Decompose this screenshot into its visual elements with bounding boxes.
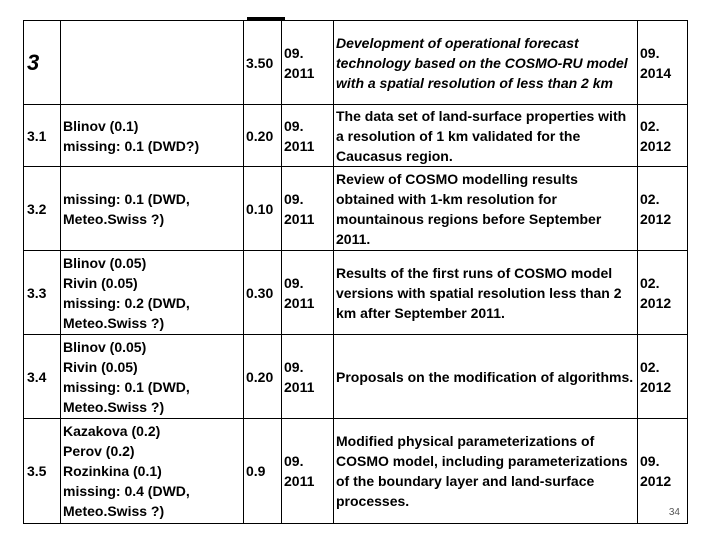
amount-cell: 0.10 bbox=[244, 167, 282, 251]
task-description: Development of operational forecast technology based on the COSMO-RU model with a spatial resolution of less than 2 km bbox=[334, 21, 638, 105]
start-date-cell: 09. 2011 bbox=[282, 167, 334, 251]
amount-cell: 3.50 bbox=[244, 21, 282, 105]
participants-cell: Blinov (0.05) Rivin (0.05) missing: 0.2 (DWD, Meteo.Swiss ?) bbox=[61, 251, 244, 335]
participants-cell: Kazakova (0.2) Perov (0.2) Rozinkina (0.1) missing: 0.4 (DWD, Meteo.Swiss ?) bbox=[61, 419, 244, 524]
table-row bbox=[24, 105, 688, 167]
amount-cell: 0.9 bbox=[244, 419, 282, 524]
deadline-cell: 02. 2012 bbox=[638, 105, 688, 167]
start-date-cell: 09. 2011 bbox=[282, 335, 334, 419]
start-date-cell: 09. 2011 bbox=[282, 419, 334, 524]
deadline-cell: 09. 2014 bbox=[638, 21, 688, 105]
table-row bbox=[24, 335, 688, 419]
participants-cell: Blinov (0.05) Rivin (0.05) missing: 0.1 (DWD, Meteo.Swiss ?) bbox=[61, 335, 244, 419]
amount-cell: 0.30 bbox=[244, 251, 282, 335]
table-row bbox=[24, 21, 688, 105]
participants-cell: Blinov (0.1) missing: 0.1 (DWD?) bbox=[61, 105, 244, 167]
work-plan-table bbox=[23, 20, 688, 524]
task-number: 3.4 bbox=[24, 335, 61, 419]
deadline-cell: 09. 2012 bbox=[638, 419, 688, 524]
start-date-cell: 09. 2011 bbox=[282, 251, 334, 335]
table-row bbox=[24, 167, 688, 251]
task-number: 3.2 bbox=[24, 167, 61, 251]
task-description: Proposals on the modification of algorithms. bbox=[334, 335, 638, 419]
start-date-cell: 09. 2011 bbox=[282, 21, 334, 105]
task-number: 3.3 bbox=[24, 251, 61, 335]
task-description: Results of the first runs of COSMO model versions with spatial resolution less than 2 km after September 2011. bbox=[334, 251, 638, 335]
task-description: The data set of land-surface properties with a resolution of 1 km validated for the Caucasus region. bbox=[334, 105, 638, 167]
start-date-cell: 09. 2011 bbox=[282, 105, 334, 167]
deadline-cell: 02. 2012 bbox=[638, 251, 688, 335]
task-number: 3.5 bbox=[24, 419, 61, 524]
task-number: 3.1 bbox=[24, 105, 61, 167]
participants-cell: missing: 0.1 (DWD, Meteo.Swiss ?) bbox=[61, 167, 244, 251]
amount-cell: 0.20 bbox=[244, 335, 282, 419]
section-number: 3 bbox=[24, 21, 61, 105]
task-description: Modified physical parameterizations of COSMO model, including parameterizations of the boundary layer and land-surface processes. bbox=[334, 419, 638, 524]
table-row bbox=[24, 251, 688, 335]
page-number: 34 bbox=[668, 507, 680, 518]
participants-cell bbox=[61, 21, 244, 105]
table-row bbox=[24, 419, 688, 524]
amount-cell: 0.20 bbox=[244, 105, 282, 167]
deadline-cell: 02. 2012 bbox=[638, 335, 688, 419]
task-description: Review of COSMO modelling results obtained with 1-km resolution for mountainous regions before September 2011. bbox=[334, 167, 638, 251]
deadline-cell: 02. 2012 bbox=[638, 167, 688, 251]
